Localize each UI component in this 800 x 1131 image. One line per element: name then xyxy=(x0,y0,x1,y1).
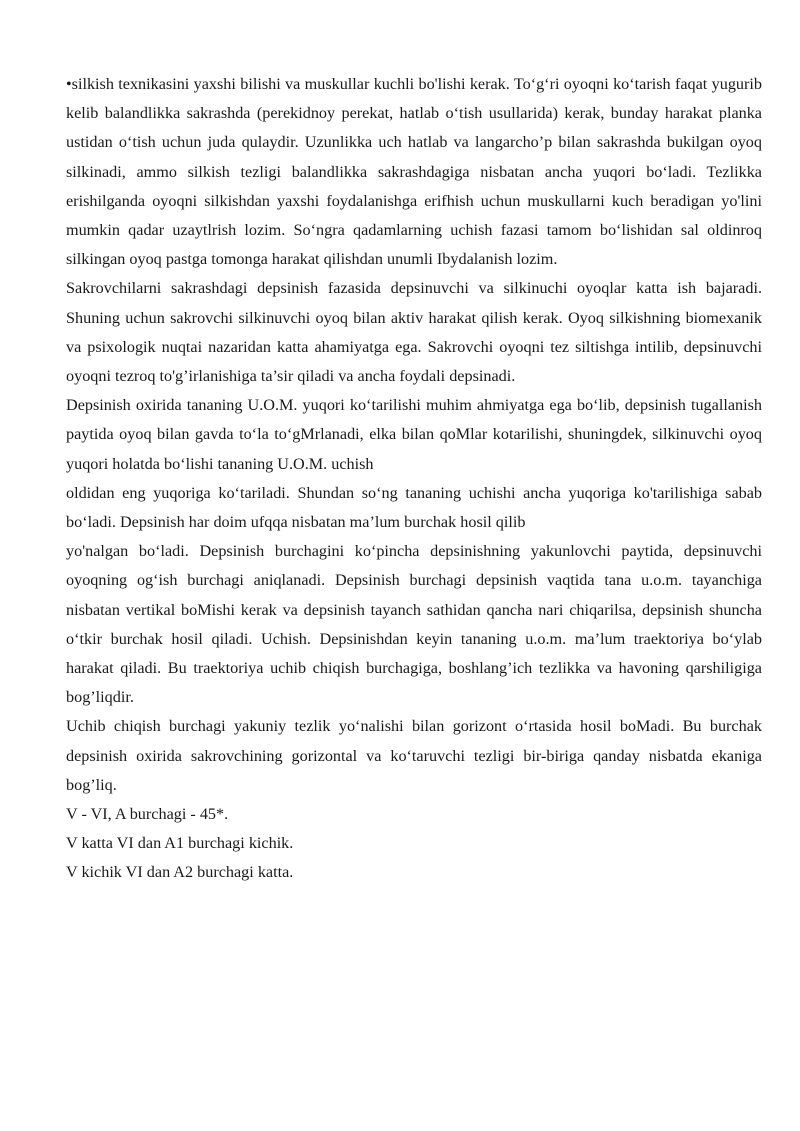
paragraph-5: yo'nalgan bo‘ladi. Depsinish burchagini ko‘pincha depsinishning yakunlovchi paytida, depsinuvchi oyoqning og‘ish burchagi aniqlanadi. Depsinish burchagi depsinish vaqtida tana u.o.m. tayanchiga nisbatan vertikal boMishi kerak va depsinish tayanch sathidan qancha nari chiqarilsa, depsinish shuncha o‘tkir burchak hosil qiladi. Uchish. Depsinishdan keyin tananing u.o.m. ma’lum traektoriya bo‘ylab harakat qiladi. Bu traektoriya uchib chiqish burchagiga, boshlang’ich tezlikka va havoning qarshiligiga bog’liqdir. xyxy=(66,542,762,707)
paragraph-3: Depsinish oxirida tananing U.O.M. yuqori ko‘tarilishi muhim ahmiyatga ega bo‘lib, depsinish tugallanish paytida oyoq bilan gavda to‘la to‘gMrlanadi, elka bilan qoMlar kotarilishi, shuningdek, silkinuvchi oyoq yuqori holatda bo‘lishi tananing U.O.M. uchish xyxy=(66,396,762,473)
formula-line-2: V katta VI dan A1 burchagi kichik. xyxy=(66,834,294,853)
paragraph-4: oldidan eng yuqoriga ko‘tariladi. Shundan so‘ng tananing uchishi ancha yuqoriga ko'tarilishiga sabab bo‘ladi. Depsinish har doim ufqqa nisbatan ma’lum burchak hosil qilib xyxy=(66,483,762,532)
paragraph-1: •silkish texnikasini yaxshi bilishi va muskullar kuchli bo'lishi kerak. To‘g‘ri oyoqni ko‘tarish faqat yugurib kelib balandlikka sakrashda (perekidnoy perekat, hatlab o‘tish usullarida) kerak, bunday harakat planka ustidan o‘tish uchun juda qulaydir. Uzunlikka uch hatlab va langarcho’p bilan sakrashda bukilgan oyoq silkinadi, ammo silkish tezligi balandlikka sakrashdagiga nisbatan ancha yuqori bo‘ladi. Tezlikka erishilganda oyoqni silkishdan yaxshi foydalanishga erifhish uchun muskullarni kuch beradigan yo'lini mumkin qadar uzaytlrish lozim. So‘ngra qadamlarning uchish fazasi tamom bo‘lishidan sal oldinroq silkingan oyoq pastga tomonga harakat qilishdan unumli Ibydalanish lozim. xyxy=(66,75,762,269)
formula-line-3: V kichik VI dan A2 burchagi katta. xyxy=(66,863,294,882)
formula-line-1: V - VI, A burchagi - 45*. xyxy=(66,805,229,824)
paragraph-2: Sakrovchilarni sakrashdagi depsinish fazasida depsinuvchi va silkinuchi oyoqlar katta ish bajaradi. Shuning uchun sakrovchi silkinuvchi oyoq bilan aktiv harakat qilish kerak. Oyoq silkishning biomexanik va psixologik nuqtai nazaridan katta ahamiyatga ega. Sakrovchi oyoqni tez siltishga intilib, depsinuvchi oyoqni tezroq to'g’irlanishiga ta’sir qiladi va ancha foydali depsinadi. xyxy=(66,279,762,386)
paragraph-6: Uchib chiqish burchagi yakuniy tezlik yo‘nalishi bilan gorizont o‘rtasida hosil boMadi. Bu burchak depsinish oxirida sakrovchining gorizontal va ko‘taruvchi tezligi bir-biriga qanday nisbatda ekaniga bog’liq. xyxy=(66,717,762,794)
document-body xyxy=(66,70,762,888)
